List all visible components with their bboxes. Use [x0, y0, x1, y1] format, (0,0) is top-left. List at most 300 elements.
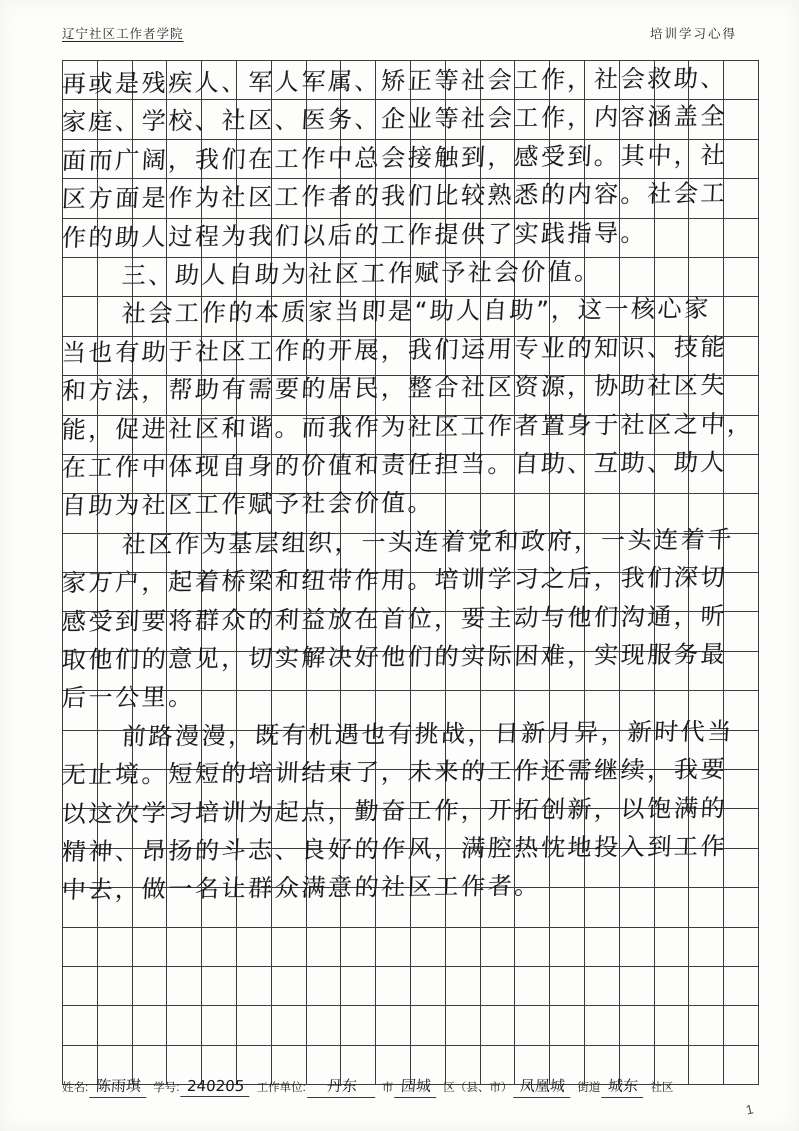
grid-cell — [689, 612, 724, 651]
grid-row — [63, 454, 759, 493]
grid-cell — [63, 809, 98, 848]
grid-cell — [63, 691, 98, 730]
grid-cell — [654, 61, 689, 100]
grid-cell — [97, 139, 132, 178]
grid-cell — [724, 257, 759, 296]
handwritten-line: 社会工作的本质家当即是“助人自助”，这一核心家 — [121, 294, 712, 329]
grid-cell — [63, 927, 98, 966]
grid-cell — [271, 533, 306, 572]
grid-cell — [376, 494, 411, 533]
grid-cell — [271, 730, 306, 769]
grid-cell — [63, 730, 98, 769]
handwritten-line: 社区作为基层组织，一头连着党和政府，一头连着千 — [121, 525, 735, 559]
grid-cell — [689, 809, 724, 848]
grid-cell — [550, 376, 585, 415]
grid-cell — [515, 1006, 550, 1045]
grid-cell — [236, 966, 271, 1005]
grid-cell — [410, 651, 445, 690]
grid-cell — [654, 770, 689, 809]
grid-cell — [515, 61, 550, 100]
grid-cell — [376, 848, 411, 887]
grid-cell — [306, 494, 341, 533]
grid-cell — [689, 770, 724, 809]
district-value[interactable]: 园城 — [395, 1075, 439, 1098]
grid-cell — [167, 257, 202, 296]
grid-cell — [341, 415, 376, 454]
grid-cell — [515, 336, 550, 375]
grid-cell — [689, 179, 724, 218]
grid-cell — [97, 297, 132, 336]
handwritten-line: 家庭、学校、社区、医务、企业等社会工作，内容涵盖全 — [61, 102, 728, 137]
grid-cell — [376, 454, 411, 493]
grid-cell — [550, 966, 585, 1005]
street-value[interactable]: 凤凰城 — [514, 1075, 573, 1098]
grid-cell — [271, 927, 306, 966]
grid-cell — [167, 218, 202, 257]
grid-cell — [63, 297, 98, 336]
grid-cell — [550, 809, 585, 848]
grid-cell — [271, 848, 306, 887]
handwritten-line: 三、助人自助为社区工作赋予社会价值。 — [121, 257, 602, 290]
student-id-value[interactable]: 240205 — [181, 1077, 252, 1097]
grid-cell — [306, 61, 341, 100]
grid-cell — [376, 297, 411, 336]
grid-cell — [236, 257, 271, 296]
grid-cell — [584, 139, 619, 178]
grid-cell — [132, 809, 167, 848]
grid-cell — [167, 730, 202, 769]
grid-cell — [306, 966, 341, 1005]
grid-cell — [445, 297, 480, 336]
grid-cell — [236, 100, 271, 139]
grid-cell — [654, 376, 689, 415]
community-suffix: 社区 — [650, 1082, 674, 1094]
grid-cell — [584, 61, 619, 100]
grid-cell — [619, 1006, 654, 1045]
grid-cell — [410, 336, 445, 375]
handwritten-line: 家万户，起着桥梁和纽带作用。培训学习之后，我们深切 — [61, 563, 728, 598]
handwritten-line: 区方面是作为社区工作者的我们比较熟悉的内容。社会工 — [61, 179, 728, 214]
grid-cell — [445, 888, 480, 927]
grid-cell — [619, 494, 654, 533]
grid-cell — [306, 336, 341, 375]
grid-cell — [584, 573, 619, 612]
grid-cell — [445, 533, 480, 572]
grid-cell — [306, 415, 341, 454]
grid-cell — [167, 651, 202, 690]
grid-cell — [376, 927, 411, 966]
grid-cell — [689, 888, 724, 927]
grid-cell — [654, 848, 689, 887]
grid-cell — [654, 336, 689, 375]
grid-cell — [619, 770, 654, 809]
grid-cell — [410, 218, 445, 257]
street-suffix: 街道 — [577, 1082, 601, 1094]
grid-cell — [619, 573, 654, 612]
grid-cell — [236, 809, 271, 848]
grid-cell — [724, 888, 759, 927]
grid-cell — [445, 730, 480, 769]
student-id-label: 学号: — [153, 1082, 180, 1094]
grid-cell — [376, 100, 411, 139]
grid-cell — [724, 966, 759, 1005]
grid-cell — [132, 573, 167, 612]
grid-cell — [584, 770, 619, 809]
grid-cell — [167, 100, 202, 139]
grid-cell — [515, 139, 550, 178]
grid-cell — [550, 848, 585, 887]
grid-cell — [63, 966, 98, 1005]
grid-cell — [97, 415, 132, 454]
grid-cell — [445, 415, 480, 454]
grid-cell — [410, 966, 445, 1005]
grid-cell — [480, 218, 515, 257]
grid-cell — [515, 888, 550, 927]
handwritten-line: 作的助人过程为我们以后的工作提供了实践指导。 — [61, 218, 649, 252]
grid-cell — [63, 533, 98, 572]
grid-cell — [271, 612, 306, 651]
grid-cell — [619, 139, 654, 178]
grid-cell — [341, 927, 376, 966]
grid-cell — [584, 927, 619, 966]
grid-cell — [132, 179, 167, 218]
grid-cell — [167, 376, 202, 415]
page-corner-mark: 1 — [744, 1101, 755, 1118]
grid-cell — [97, 730, 132, 769]
grid-cell — [306, 927, 341, 966]
grid-cell — [689, 61, 724, 100]
grid-cell — [515, 651, 550, 690]
grid-cell — [271, 494, 306, 533]
page-header — [62, 20, 737, 42]
grid-cell — [619, 691, 654, 730]
grid-cell — [236, 848, 271, 887]
grid-cell — [724, 179, 759, 218]
grid-cell — [236, 1006, 271, 1045]
grid-cell — [480, 533, 515, 572]
grid-cell — [236, 139, 271, 178]
grid-cell — [654, 888, 689, 927]
name-label: 姓名: — [62, 1082, 89, 1094]
grid-cell — [410, 1006, 445, 1045]
grid-cell — [376, 376, 411, 415]
grid-cell — [410, 454, 445, 493]
grid-cell — [445, 179, 480, 218]
handwritten-line: 感受到要将群众的利益放在首位，要主动与他们沟通，听 — [61, 601, 728, 636]
grid-cell — [132, 1006, 167, 1045]
grid-cell — [724, 218, 759, 257]
grid-cell — [515, 454, 550, 493]
grid-cell — [724, 139, 759, 178]
grid-row — [63, 966, 759, 1005]
grid-cell — [132, 730, 167, 769]
grid-cell — [654, 139, 689, 178]
grid-cell — [619, 730, 654, 769]
grid-cell — [654, 691, 689, 730]
grid-cell — [654, 454, 689, 493]
grid-cell — [306, 651, 341, 690]
grid-cell — [619, 966, 654, 1005]
grid-cell — [515, 730, 550, 769]
grid-row — [63, 573, 759, 612]
grid-cell — [341, 61, 376, 100]
handwritten-line: 自助为社区工作赋予社会价值。 — [61, 489, 436, 521]
grid-cell — [480, 454, 515, 493]
grid-cell — [550, 730, 585, 769]
grid-cell — [202, 573, 237, 612]
grid-cell — [271, 809, 306, 848]
grid-cell — [619, 612, 654, 651]
grid-cell — [63, 100, 98, 139]
grid-cell — [515, 848, 550, 887]
grid-cell — [167, 809, 202, 848]
grid-cell — [550, 573, 585, 612]
grid-cell — [341, 139, 376, 178]
grid-cell — [167, 297, 202, 336]
grid-cell — [341, 376, 376, 415]
grid-cell — [689, 730, 724, 769]
grid-cell — [445, 61, 480, 100]
grid-cell — [410, 612, 445, 651]
grid-cell — [724, 770, 759, 809]
grid-cell — [619, 809, 654, 848]
grid-cell — [654, 927, 689, 966]
grid-cell — [550, 454, 585, 493]
city-value[interactable]: 丹东 — [307, 1075, 377, 1098]
grid-cell — [550, 139, 585, 178]
grid-cell — [724, 730, 759, 769]
grid-cell — [236, 927, 271, 966]
grid-cell — [202, 730, 237, 769]
grid-cell — [480, 809, 515, 848]
grid-cell — [236, 454, 271, 493]
grid-cell — [689, 454, 724, 493]
grid-cell — [97, 336, 132, 375]
grid-cell — [132, 336, 167, 375]
grid-cell — [724, 61, 759, 100]
grid-cell — [724, 927, 759, 966]
grid-cell — [236, 573, 271, 612]
grid-cell — [445, 139, 480, 178]
grid-cell — [202, 376, 237, 415]
grid-cell — [619, 927, 654, 966]
grid-cell — [515, 297, 550, 336]
grid-cell — [480, 494, 515, 533]
grid-row — [63, 612, 759, 651]
grid-cell — [202, 100, 237, 139]
grid-cell — [376, 730, 411, 769]
grid-row — [63, 809, 759, 848]
grid-cell — [63, 1006, 98, 1045]
grid-cell — [410, 573, 445, 612]
grid-cell — [306, 612, 341, 651]
grid-cell — [410, 139, 445, 178]
grid-cell — [445, 848, 480, 887]
grid-cell — [63, 612, 98, 651]
grid-cell — [202, 297, 237, 336]
grid-cell — [584, 809, 619, 848]
grid-cell — [515, 100, 550, 139]
grid-cell — [376, 257, 411, 296]
grid-cell — [97, 533, 132, 572]
grid-cell — [63, 336, 98, 375]
grid-cell — [97, 927, 132, 966]
grid-cell — [515, 770, 550, 809]
grid-cell — [689, 257, 724, 296]
grid-cell — [97, 888, 132, 927]
grid-cell — [480, 297, 515, 336]
grid-cell — [376, 612, 411, 651]
grid-cell — [689, 651, 724, 690]
grid-cell — [654, 257, 689, 296]
grid-row — [63, 297, 759, 336]
grid-cell — [480, 336, 515, 375]
grid-cell — [167, 612, 202, 651]
grid-cell — [480, 61, 515, 100]
grid-cell — [97, 179, 132, 218]
grid-cell — [202, 218, 237, 257]
grid-cell — [689, 100, 724, 139]
grid-cell — [480, 376, 515, 415]
grid-cell — [410, 376, 445, 415]
grid-row — [63, 770, 759, 809]
grid-cell — [410, 730, 445, 769]
grid-cell — [584, 691, 619, 730]
grid-cell — [132, 533, 167, 572]
grid-cell — [167, 139, 202, 178]
grid-cell — [724, 533, 759, 572]
grid-cell — [236, 336, 271, 375]
name-value[interactable]: 陈雨琪 — [89, 1075, 148, 1098]
grid-cell — [341, 809, 376, 848]
grid-cell — [271, 415, 306, 454]
grid-cell — [550, 770, 585, 809]
grid-cell — [654, 297, 689, 336]
grid-cell — [410, 927, 445, 966]
grid-cell — [376, 179, 411, 218]
grid-cell — [132, 376, 167, 415]
handwritten-line: 再或是残疾人、军人军属、矫正等社会工作，社会救助、 — [61, 64, 728, 98]
grid-cell — [550, 533, 585, 572]
grid-cell — [480, 415, 515, 454]
grid-cell — [167, 691, 202, 730]
grid-cell — [480, 966, 515, 1005]
grid-cell — [654, 179, 689, 218]
grid-cell — [167, 1006, 202, 1045]
grid-cell — [236, 651, 271, 690]
grid-cell — [410, 297, 445, 336]
grid-cell — [376, 139, 411, 178]
grid-cell — [550, 1006, 585, 1045]
grid-cell — [376, 966, 411, 1005]
grid-cell — [167, 770, 202, 809]
grid-cell — [132, 927, 167, 966]
grid-cell — [515, 179, 550, 218]
grid-cell — [341, 770, 376, 809]
grid-cell — [584, 848, 619, 887]
grid-cell — [445, 612, 480, 651]
grid-cell — [236, 61, 271, 100]
handwritten-line: 前路漫漫，既有机遇也有挑战，日新月异，新时代当 — [121, 717, 735, 751]
grid-cell — [97, 454, 132, 493]
grid-cell — [654, 494, 689, 533]
grid-cell — [132, 848, 167, 887]
grid-cell — [271, 297, 306, 336]
grid-cell — [236, 179, 271, 218]
grid-cell — [584, 612, 619, 651]
grid-cell — [167, 494, 202, 533]
grid-cell — [480, 100, 515, 139]
community-value[interactable]: 城东 — [602, 1075, 646, 1098]
grid-cell — [550, 415, 585, 454]
grid-cell — [306, 533, 341, 572]
grid-cell — [271, 573, 306, 612]
handwritten-line: 和方法，帮助有需要的居民，整合社区资源，协助社区失 — [61, 371, 728, 406]
grid-cell — [654, 612, 689, 651]
grid-cell — [97, 848, 132, 887]
grid-cell — [480, 651, 515, 690]
grid-cell — [167, 61, 202, 100]
grid-cell — [271, 179, 306, 218]
handwritten-line: 无止境。短短的培训结束了，未来的工作还需继续，我要 — [61, 755, 728, 790]
grid-cell — [724, 376, 759, 415]
grid-cell — [410, 809, 445, 848]
grid-cell — [445, 336, 480, 375]
grid-cell — [376, 1006, 411, 1045]
grid-cell — [376, 218, 411, 257]
grid-row — [63, 691, 759, 730]
grid-cell — [341, 533, 376, 572]
grid-cell — [63, 415, 98, 454]
grid-cell — [341, 257, 376, 296]
grid-cell — [724, 494, 759, 533]
grid-cell — [341, 573, 376, 612]
grid-cell — [132, 966, 167, 1005]
handwritten-line: 能，促进社区和谐。而我作为社区工作者置身于社区之中， — [61, 409, 755, 444]
grid-cell — [445, 691, 480, 730]
grid-cell — [271, 100, 306, 139]
grid-row — [63, 848, 759, 887]
grid-cell — [689, 966, 724, 1005]
grid-cell — [689, 376, 724, 415]
grid-cell — [97, 651, 132, 690]
grid-cell — [550, 257, 585, 296]
grid-cell — [654, 730, 689, 769]
grid-cell — [167, 179, 202, 218]
grid-cell — [584, 966, 619, 1005]
grid-cell — [689, 297, 724, 336]
grid-cell — [341, 336, 376, 375]
grid-cell — [97, 573, 132, 612]
grid-cell — [584, 730, 619, 769]
grid-row — [63, 257, 759, 296]
grid-cell — [480, 1006, 515, 1045]
grid-cell — [132, 257, 167, 296]
grid-cell — [306, 809, 341, 848]
handwritten-line: 取他们的意见，切实解决好他们的实际困难，实现服务最 — [61, 640, 728, 674]
grid-cell — [341, 179, 376, 218]
grid-cell — [341, 218, 376, 257]
grid-cell — [550, 297, 585, 336]
grid-cell — [619, 179, 654, 218]
grid-cell — [550, 61, 585, 100]
grid-cell — [236, 691, 271, 730]
grid-row — [63, 494, 759, 533]
grid-cell — [584, 888, 619, 927]
grid-cell — [445, 376, 480, 415]
grid-cell — [584, 100, 619, 139]
grid-cell — [271, 218, 306, 257]
